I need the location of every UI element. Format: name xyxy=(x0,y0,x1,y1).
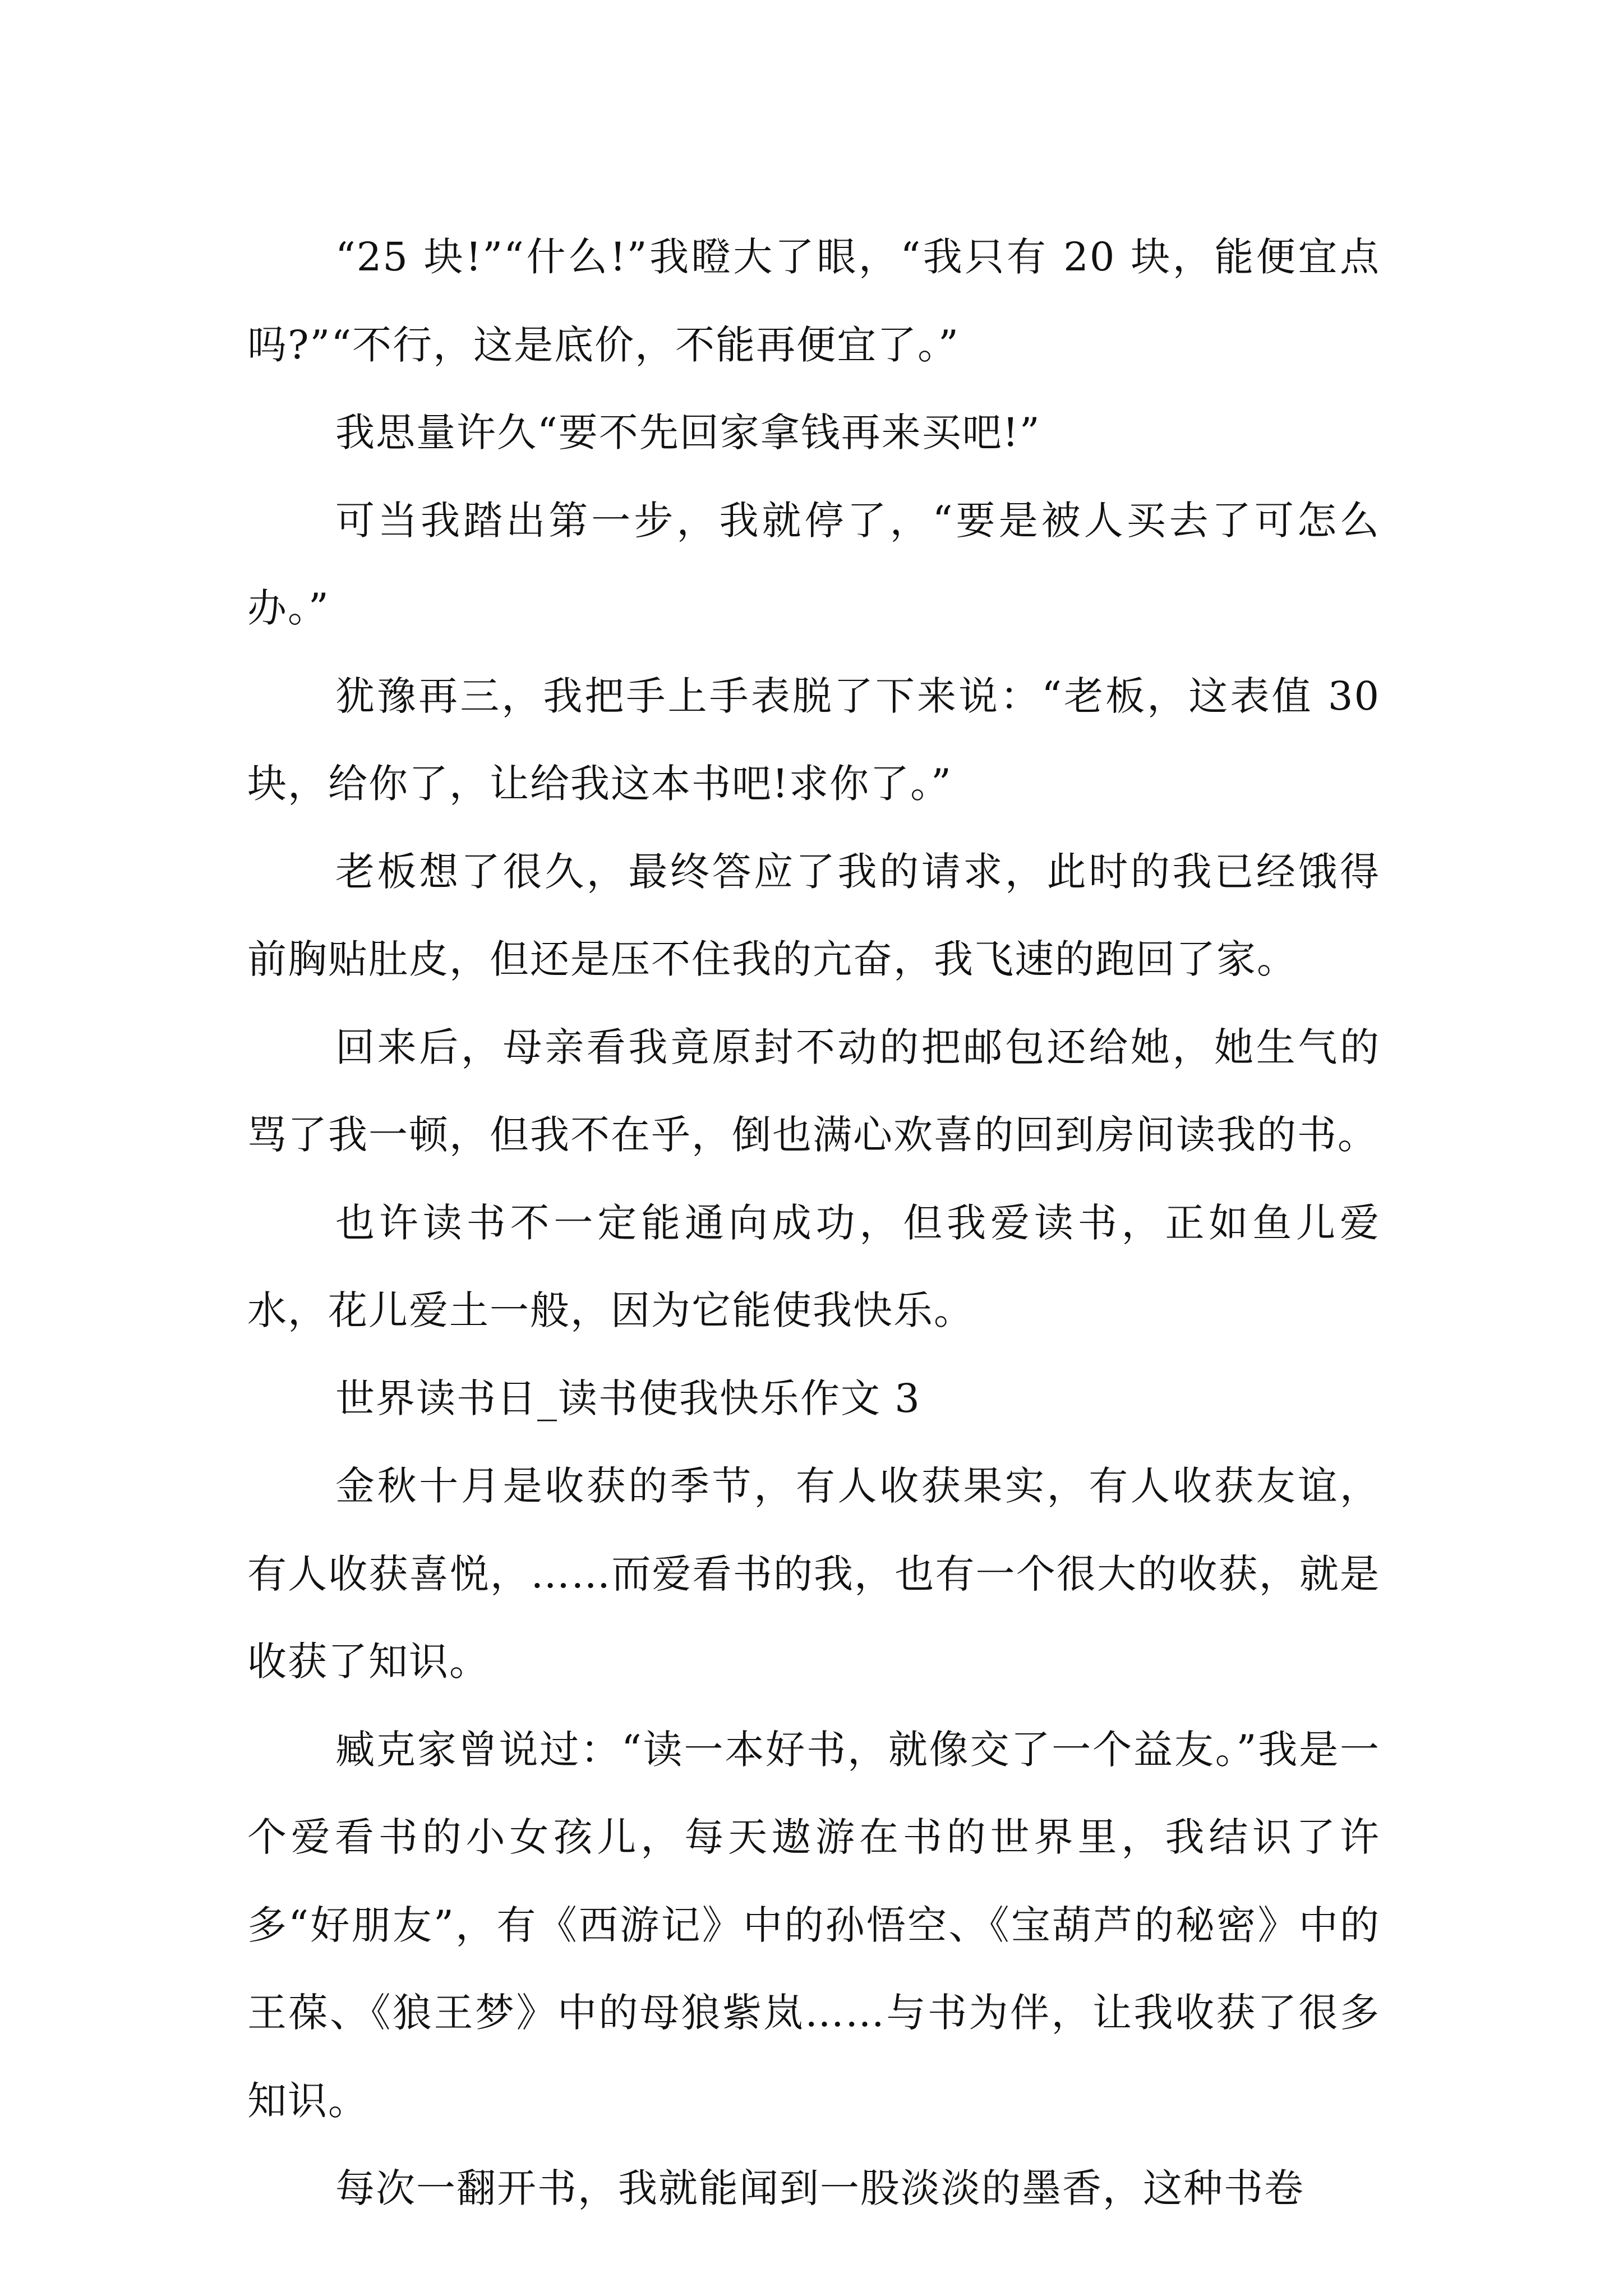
paragraph-1: “25 块!”“什么!”我瞪大了眼，“我只有 20 块，能便宜点吗?”“不行，这是底价，不能再便宜了。” xyxy=(247,234,1380,368)
paragraph-7: 也许读书不一定能通向成功，但我爱读书，正如鱼儿爱水，花儿爱土一般，因为它能使我快乐。 xyxy=(247,1199,1380,1333)
section-heading: 世界读书日_读书使我快乐作文 3 xyxy=(335,1375,921,1421)
paragraph-2: 我思量许久“要不先回家拿钱再来买吧!” xyxy=(335,409,1041,455)
document-body xyxy=(247,213,1380,2233)
paragraph-9: 臧克家曾说过：“读一本好书，就像交了一个益友。”我是一个爱看书的小女孩儿，每天遨游在书的世界里，我结识了许多“好朋友”，有《西游记》中的孙悟空、《宝葫芦的秘密》中的王葆、《狼王梦》中的母狼紫岚……与书为伴，让我收获了很多知识。 xyxy=(247,1726,1380,2124)
paragraph-4: 犹豫再三，我把手上手表脱了下来说：“老板，这表值 30 块，给你了，让给我这本书吧!求你了。” xyxy=(247,673,1380,807)
paragraph-5: 老板想了很久，最终答应了我的请求，此时的我已经饿得前胸贴肚皮，但还是压不住我的亢奋，我飞速的跑回了家。 xyxy=(247,848,1380,982)
paragraph-8: 金秋十月是收获的季节，有人收获果实，有人收获友谊，有人收获喜悦，……而爱看书的我，也有一个很大的收获，就是收获了知识。 xyxy=(247,1463,1380,1685)
paragraph-6: 回来后，母亲看我竟原封不动的把邮包还给她，她生气的骂了我一顿，但我不在乎，倒也满心欢喜的回到房间读我的书。 xyxy=(247,1024,1380,1158)
paragraph-3: 可当我踏出第一步，我就停了，“要是被人买去了可怎么办。” xyxy=(247,497,1380,631)
paragraph-10: 每次一翻开书，我就能闻到一股淡淡的墨香，这种书卷 xyxy=(335,2165,1304,2211)
